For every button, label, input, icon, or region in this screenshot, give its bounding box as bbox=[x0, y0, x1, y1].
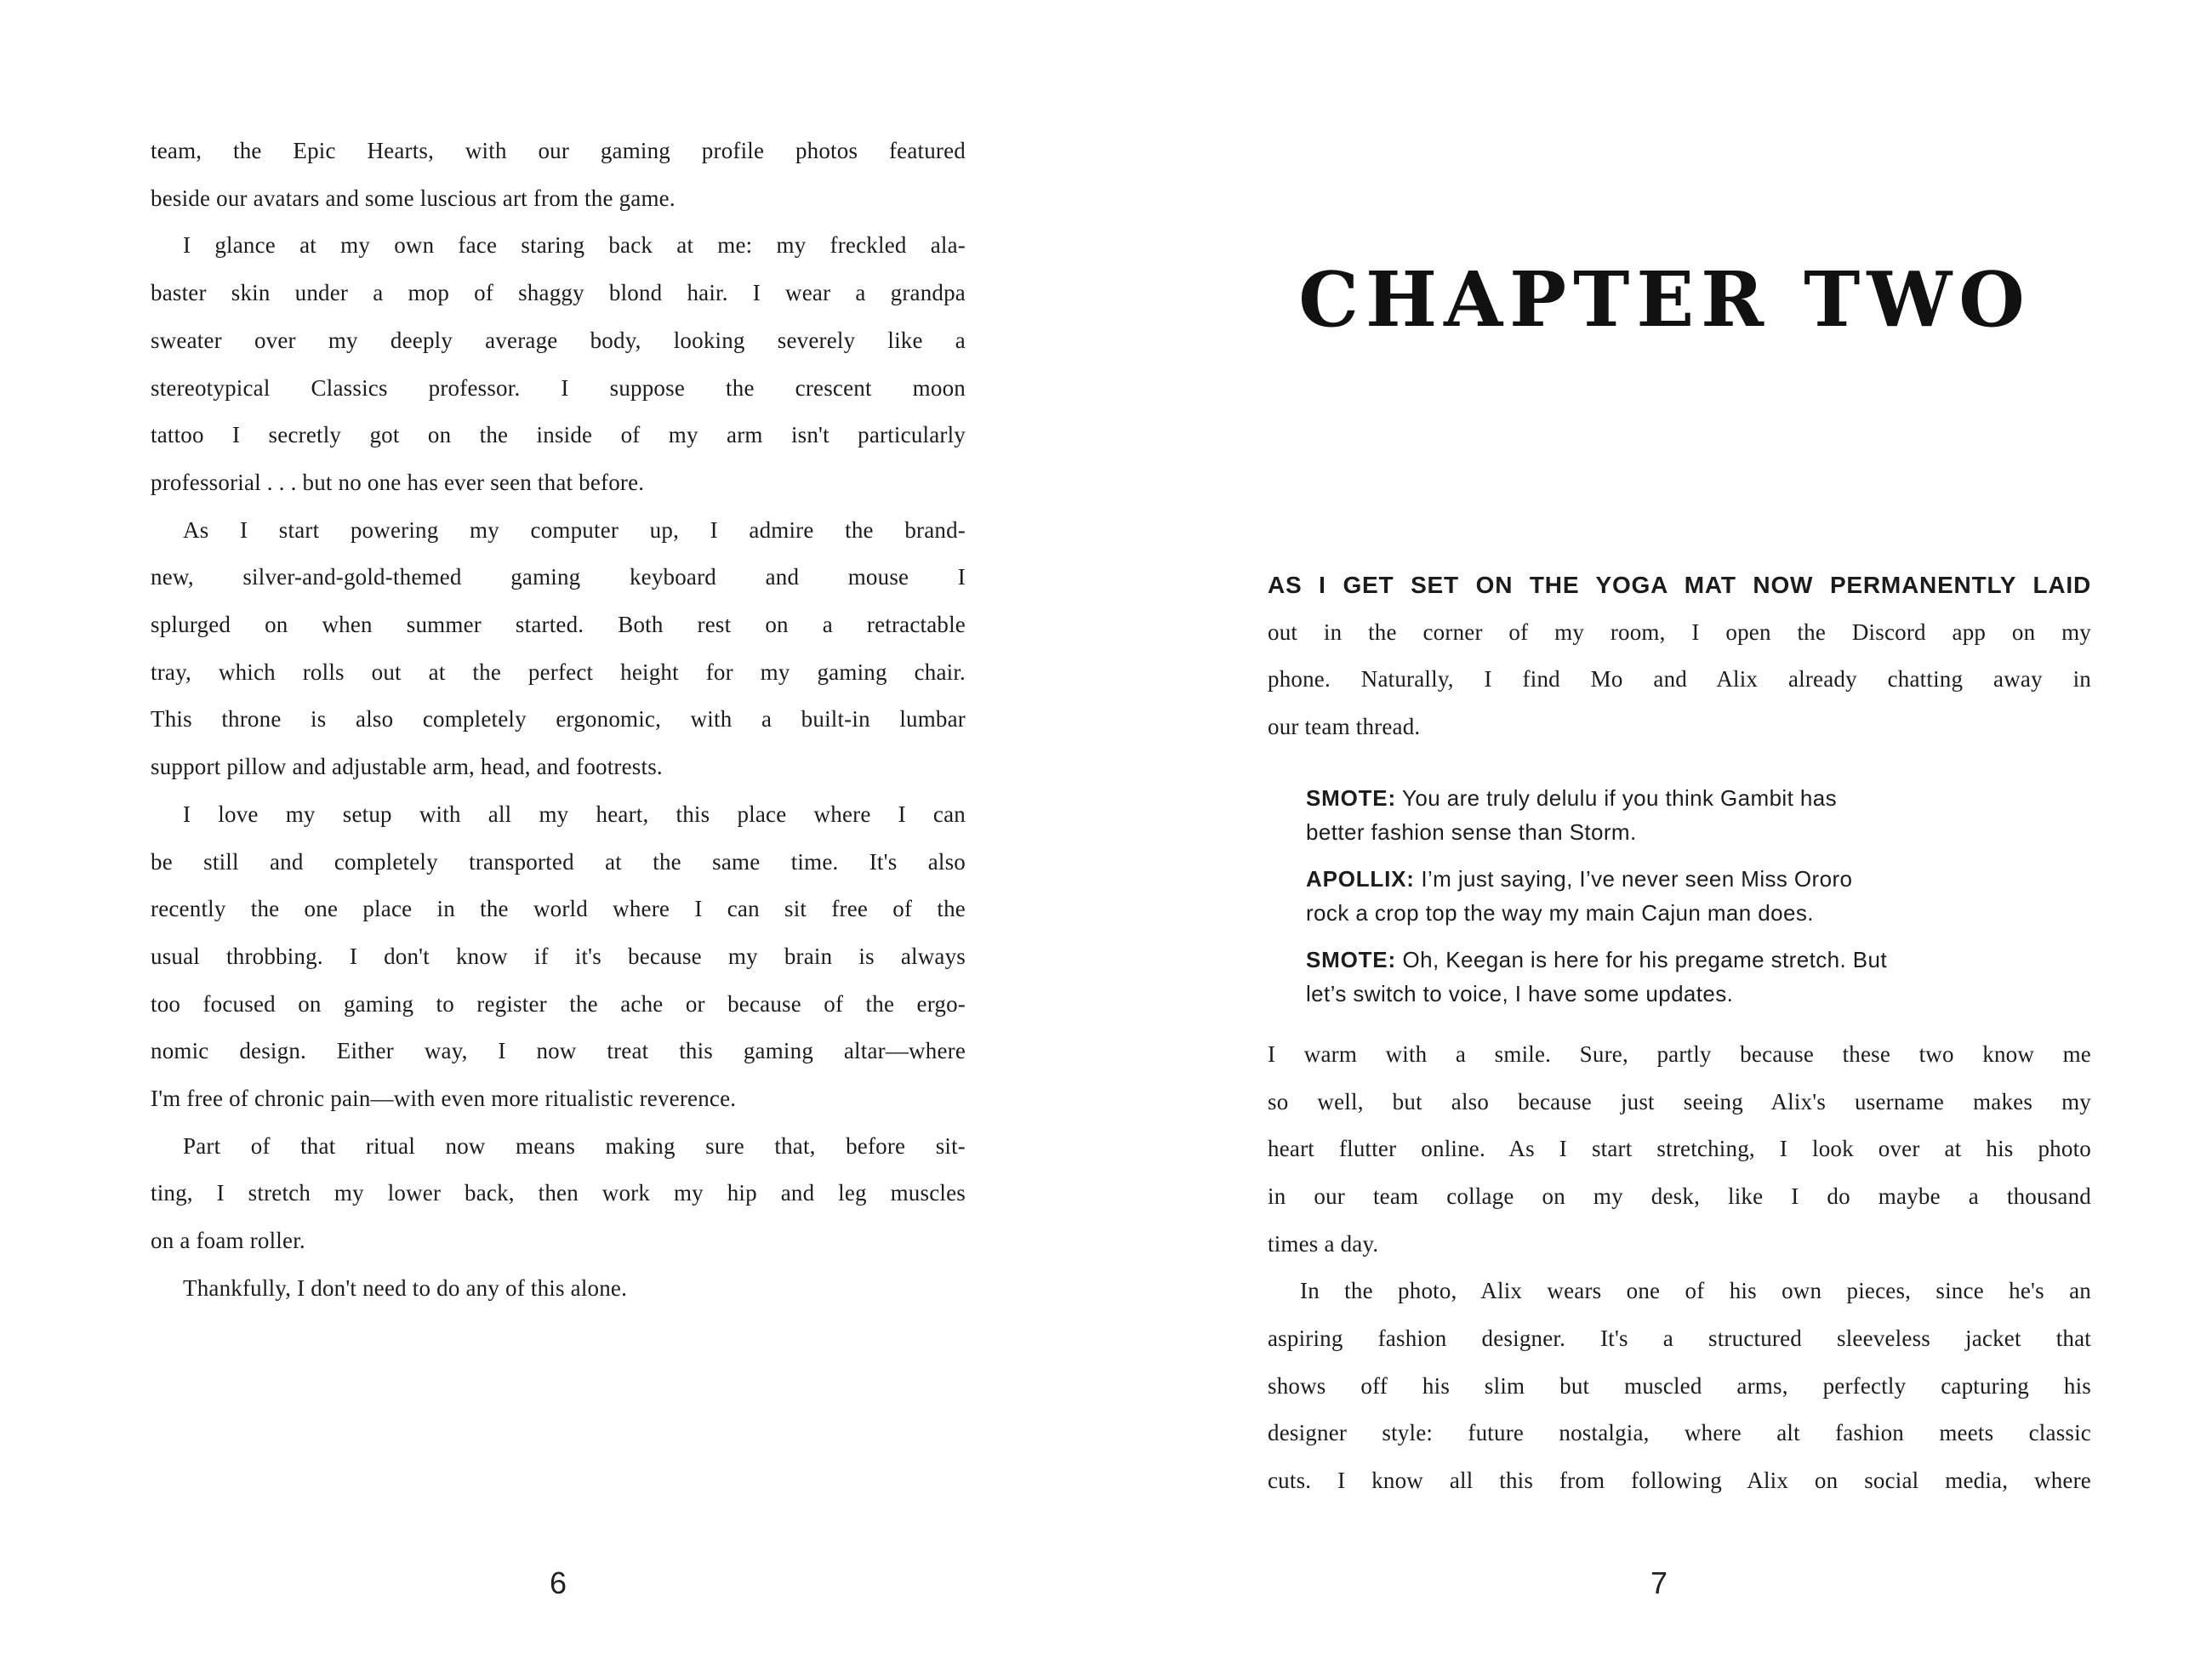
text-line: beside our avatars and some luscious art from the game. bbox=[151, 185, 676, 211]
text-line: our team thread. bbox=[1268, 714, 1421, 740]
chat-message bbox=[1306, 943, 2055, 1011]
text-line: baster skin under a mop of shaggy blond hair. I wear a grandpa bbox=[151, 280, 966, 306]
chat-message bbox=[1306, 862, 2055, 930]
text-line: I warm with a smile. Sure, partly because these two know me bbox=[1268, 1040, 2091, 1067]
chapter-heading: CHAPTER TWO bbox=[1298, 254, 2032, 344]
text-line: be still and completely transported at the same time. It's also bbox=[151, 848, 966, 875]
page-right bbox=[1106, 0, 2212, 1659]
text-line: phone. Naturally, I find Mo and Alix already chatting away in bbox=[1268, 666, 2091, 693]
text-line: too focused on gaming to register the ache or because of the ergo- bbox=[151, 990, 966, 1017]
text-line: sweater over my deeply average body, looking severely like a bbox=[151, 327, 966, 353]
text-line: usual throbbing. I don't know if it's because my brain is always bbox=[151, 943, 966, 969]
text-line: I love my setup with all my heart, this place where I can bbox=[183, 801, 966, 827]
text-line: splurged on when summer started. Both rest on a retractable bbox=[151, 612, 966, 638]
text-line: so well, but also because just seeing Alix's username makes my bbox=[1268, 1088, 2091, 1115]
text-line: I'm free of chronic pain—with even more ritualistic reverence. bbox=[151, 1086, 737, 1112]
text-line: tray, which rolls out at the perfect height for my gaming chair. bbox=[151, 658, 966, 685]
page-number-left: 6 bbox=[549, 1565, 567, 1600]
chat-line: rock a crop top the way my main Cajun man does. bbox=[1306, 899, 1814, 926]
text-line: professorial . . . but no one has ever seen that before. bbox=[151, 469, 645, 495]
chat-line: APOLLIX: I’m just saying, I’ve never seen Miss Ororo bbox=[1306, 865, 1853, 892]
text-line: ting, I stretch my lower back, then work my hip and leg muscles bbox=[151, 1180, 966, 1206]
chat-speaker: APOLLIX: bbox=[1306, 865, 1415, 892]
text-line: nomic design. Either way, I now treat this gaming altar—where bbox=[151, 1038, 966, 1064]
chat-line: SMOTE: Oh, Keegan is here for his pregame stretch. But bbox=[1306, 946, 1887, 972]
chat-speaker: SMOTE: bbox=[1306, 784, 1396, 811]
text-line: recently the one place in the world where I can sit free of the bbox=[151, 896, 966, 922]
text-line: aspiring fashion designer. It's a structured sleeveless jacket that bbox=[1268, 1325, 2091, 1352]
text-line: on a foam roller. bbox=[151, 1228, 305, 1254]
text-line: I glance at my own face staring back at me: my freckled ala- bbox=[183, 232, 966, 259]
text-line: tattoo I secretly got on the inside of my arm isn't particularly bbox=[151, 422, 966, 448]
text-line: In the photo, Alix wears one of his own pieces, since he's an bbox=[1300, 1278, 2091, 1304]
chat-line: let’s switch to voice, I have some updates. bbox=[1306, 980, 1734, 1006]
text-line: heart flutter online. As I start stretching, I look over at his photo bbox=[1268, 1136, 2091, 1162]
text-line: designer style: future nostalgia, where alt fashion meets classic bbox=[1268, 1420, 2091, 1446]
lead-in-line: AS I GET SET ON THE YOGA MAT NOW PERMANENTLY LAID bbox=[1268, 572, 2091, 598]
text-line: out in the corner of my room, I open the Discord app on my bbox=[1268, 619, 2091, 645]
text-line: This throne is also completely ergonomic, with a built-in lumbar bbox=[151, 706, 966, 733]
text-line: times a day. bbox=[1268, 1230, 1379, 1257]
text-line: stereotypical Classics professor. I suppose the crescent moon bbox=[151, 374, 966, 401]
chat-block bbox=[1306, 781, 2055, 1011]
text-line: support pillow and adjustable arm, head, and footrests. bbox=[151, 754, 663, 780]
page-number-right: 7 bbox=[1650, 1565, 1668, 1600]
chat-line: better fashion sense than Storm. bbox=[1306, 818, 1637, 845]
left-page-text-block bbox=[151, 128, 966, 1313]
text-line: Part of that ritual now means making sure that, before sit- bbox=[183, 1132, 966, 1159]
chat-speaker: SMOTE: bbox=[1306, 946, 1396, 972]
text-line: shows off his slim but muscled arms, perfectly capturing his bbox=[1268, 1372, 2091, 1399]
text-line: team, the Epic Hearts, with our gaming profile photos featured bbox=[151, 138, 966, 163]
chat-message bbox=[1306, 781, 2055, 849]
text-line: new, silver-and-gold-themed gaming keyboard and mouse I bbox=[151, 564, 966, 590]
chat-line: SMOTE: You are truly delulu if you think Gambit has bbox=[1306, 784, 1837, 811]
right-page-text-block bbox=[1268, 562, 2091, 1505]
text-line: Thankfully, I don't need to do any of this alone. bbox=[183, 1274, 628, 1301]
text-line: cuts. I know all this from following Alix on social media, where bbox=[1268, 1468, 2091, 1494]
text-line: in our team collage on my desk, like I do maybe a thousand bbox=[1268, 1183, 2091, 1209]
text-line: As I start powering my computer up, I admire the brand- bbox=[183, 516, 966, 543]
